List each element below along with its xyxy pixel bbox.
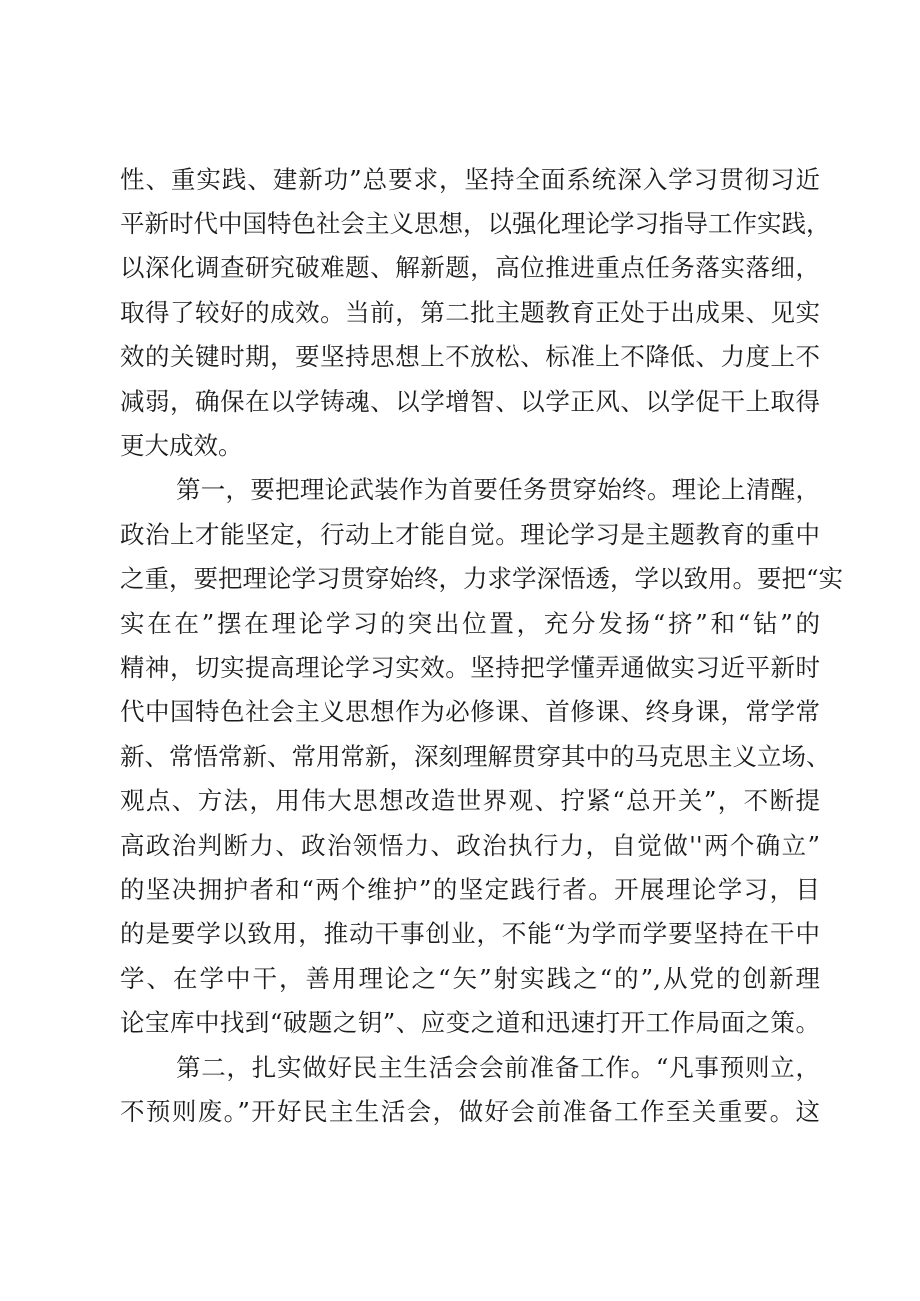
text-line: 减弱，确保在以学铸魂、以学增智、以学正风、以学促干上取得 — [120, 387, 820, 416]
text-line: 新、常悟常新、常用常新，深刻理解贯穿其中的马克思主义立场、 — [120, 742, 831, 771]
text-line: 不预则废。”开好民主生活会，做好会前准备工作至关重要。这 — [120, 1097, 820, 1126]
text-line: 效的关键时期，要坚持思想上不放松、标准上不降低、力度上不 — [120, 342, 820, 371]
text-line: 以深化调查研究破难题、解新题，高位推进重点任务落实落细， — [120, 253, 820, 282]
text-line: 实在在”摆在理论学习的突出位置，充分发扬“挤”和“钻”的 — [120, 609, 820, 638]
text-line: 代中国特色社会主义思想作为必修课、首修课、终身课，常学常 — [120, 697, 820, 726]
text-line: 的坚决拥护者和“两个维护”的坚定践行者。开展理论学习，目 — [120, 875, 820, 904]
text-line: 平新时代中国特色社会主义思想，以强化理论学习指导工作实践， — [120, 209, 831, 238]
text-line: 学、在学中干，善用理论之“矢”射实践之“的”,从党的创新理 — [120, 964, 820, 993]
text-line: 精神，切实提高理论学习实效。坚持把学懂弄通做实习近平新时 — [120, 653, 820, 682]
paragraph-first-line: 第一，要把理论武装作为首要任务贯穿始终。理论上清醒， — [176, 475, 820, 504]
text-line: 政治上才能坚定，行动上才能自觉。理论学习是主题教育的重中 — [120, 520, 820, 549]
text-line: 论宝库中找到“破题之钥”、应变之道和迅速打开工作局面之策。 — [120, 1008, 820, 1037]
text-line: 高政治判断力、政治领悟力、政治执行力，自觉做''两个确立” — [120, 831, 820, 860]
text-line: 性、重实践、建新功”总要求，坚持全面系统深入学习贯彻习近 — [120, 165, 820, 194]
paragraph-first-line: 第二，扎实做好民主生活会会前准备工作。“凡事预则立， — [176, 1053, 820, 1082]
text-line: 取得了较好的成效。当前，第二批主题教育正处于出成果、见实 — [120, 298, 820, 327]
text-line: 更大成效。 — [120, 431, 243, 460]
text-line: 的是要学以致用，推动干事创业，不能“为学而学要坚持在干中 — [120, 919, 820, 948]
text-line: 观点、方法，用伟大思想改造世界观、拧紧“总开关”，不断提 — [120, 786, 820, 815]
text-line: 之重，要把理论学习贯穿始终，力求学深悟透，学以致用。要把“实 — [120, 564, 844, 593]
